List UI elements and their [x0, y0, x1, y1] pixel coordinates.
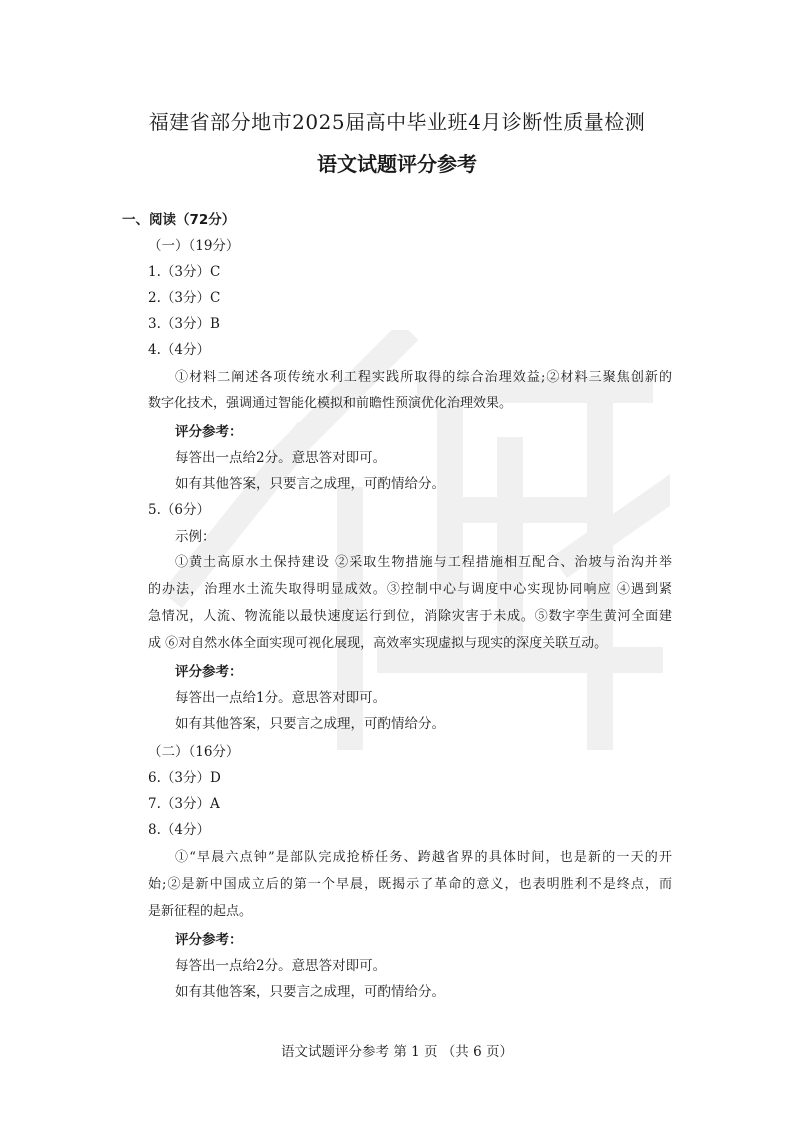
answer-q2: 2.（3分）C	[148, 290, 221, 306]
document-subtitle: 语文试题评分参考	[317, 152, 477, 176]
example-label: 示例：	[175, 529, 216, 545]
rubric-heading: 评分参考：	[175, 664, 243, 680]
rubric-line: 每答出一点给1分。意思答对即可。	[175, 690, 387, 706]
part-heading: （一）（19分）	[148, 238, 240, 254]
rubric-line: 每答出一点给2分。意思答对即可。	[175, 450, 387, 466]
answer-q7: 7.（3分）A	[148, 796, 220, 812]
answer-line: 急情况，人流、物流能以最快速度运行到位，消除灾害于未成。⑤数字孪生黄河全面建	[148, 609, 672, 624]
answer-line: 的办法，治理水土流失取得明显成效。③控制中心与调度中心实现协同响应 ④遇到紧	[148, 582, 672, 597]
rubric-line: 如有其他答案，只要言之成理，可酌情给分。	[175, 716, 445, 732]
part-heading: （二）（16分）	[148, 744, 240, 760]
rubric-line: 每答出一点给2分。意思答对即可。	[175, 958, 387, 974]
answer-line: 数字化技术，强调通过智能化模拟和前瞻性预演优化治理效果。	[148, 396, 513, 411]
question-label-q4: 4.（4分）	[148, 342, 210, 358]
answer-line: ①材料二阐述各项传统水利工程实践所取得的综合治理效益;②材料三聚焦创新的	[175, 370, 672, 385]
rubric-heading: 评分参考：	[175, 932, 243, 948]
question-label-q5: 5.（6分）	[148, 502, 210, 518]
watermark-logo-icon	[150, 330, 670, 750]
page-footer: 语文试题评分参考 第 1 页 （共 6 页）	[281, 1044, 513, 1060]
section-heading: 一、阅读（72分）	[122, 212, 236, 228]
answer-q6: 6.（3分）D	[148, 770, 221, 786]
document-title: 福建省部分地市2025届高中毕业班4月诊断性质量检测	[148, 110, 646, 134]
watermark	[150, 330, 670, 750]
answer-line: ①黄土高原水土保持建设 ②采取生物措施与工程措施相互配合、治坡与治沟并举	[175, 555, 672, 570]
answer-line: 始;②是新中国成立后的第一个早晨，既揭示了革命的意义，也表明胜利不是终点，而	[148, 877, 672, 892]
answer-line: 是新征程的起点。	[148, 904, 253, 919]
answer-q1: 1.（3分）C	[148, 264, 221, 280]
rubric-line: 如有其他答案，只要言之成理，可酌情给分。	[175, 984, 445, 1000]
question-label-q8: 8.（4分）	[148, 822, 210, 838]
answer-line: ①“早晨六点钟”是部队完成抢桥任务、跨越省界的具体时间，也是新的一天的开	[175, 850, 672, 865]
answer-line: 成 ⑥对自然水体全面实现可视化展现，高效率实现虚拟与现实的深度关联互动。	[148, 636, 608, 651]
answer-q3: 3.（3分）B	[148, 316, 220, 332]
rubric-line: 如有其他答案，只要言之成理，可酌情给分。	[175, 476, 445, 492]
rubric-heading: 评分参考：	[175, 424, 243, 440]
